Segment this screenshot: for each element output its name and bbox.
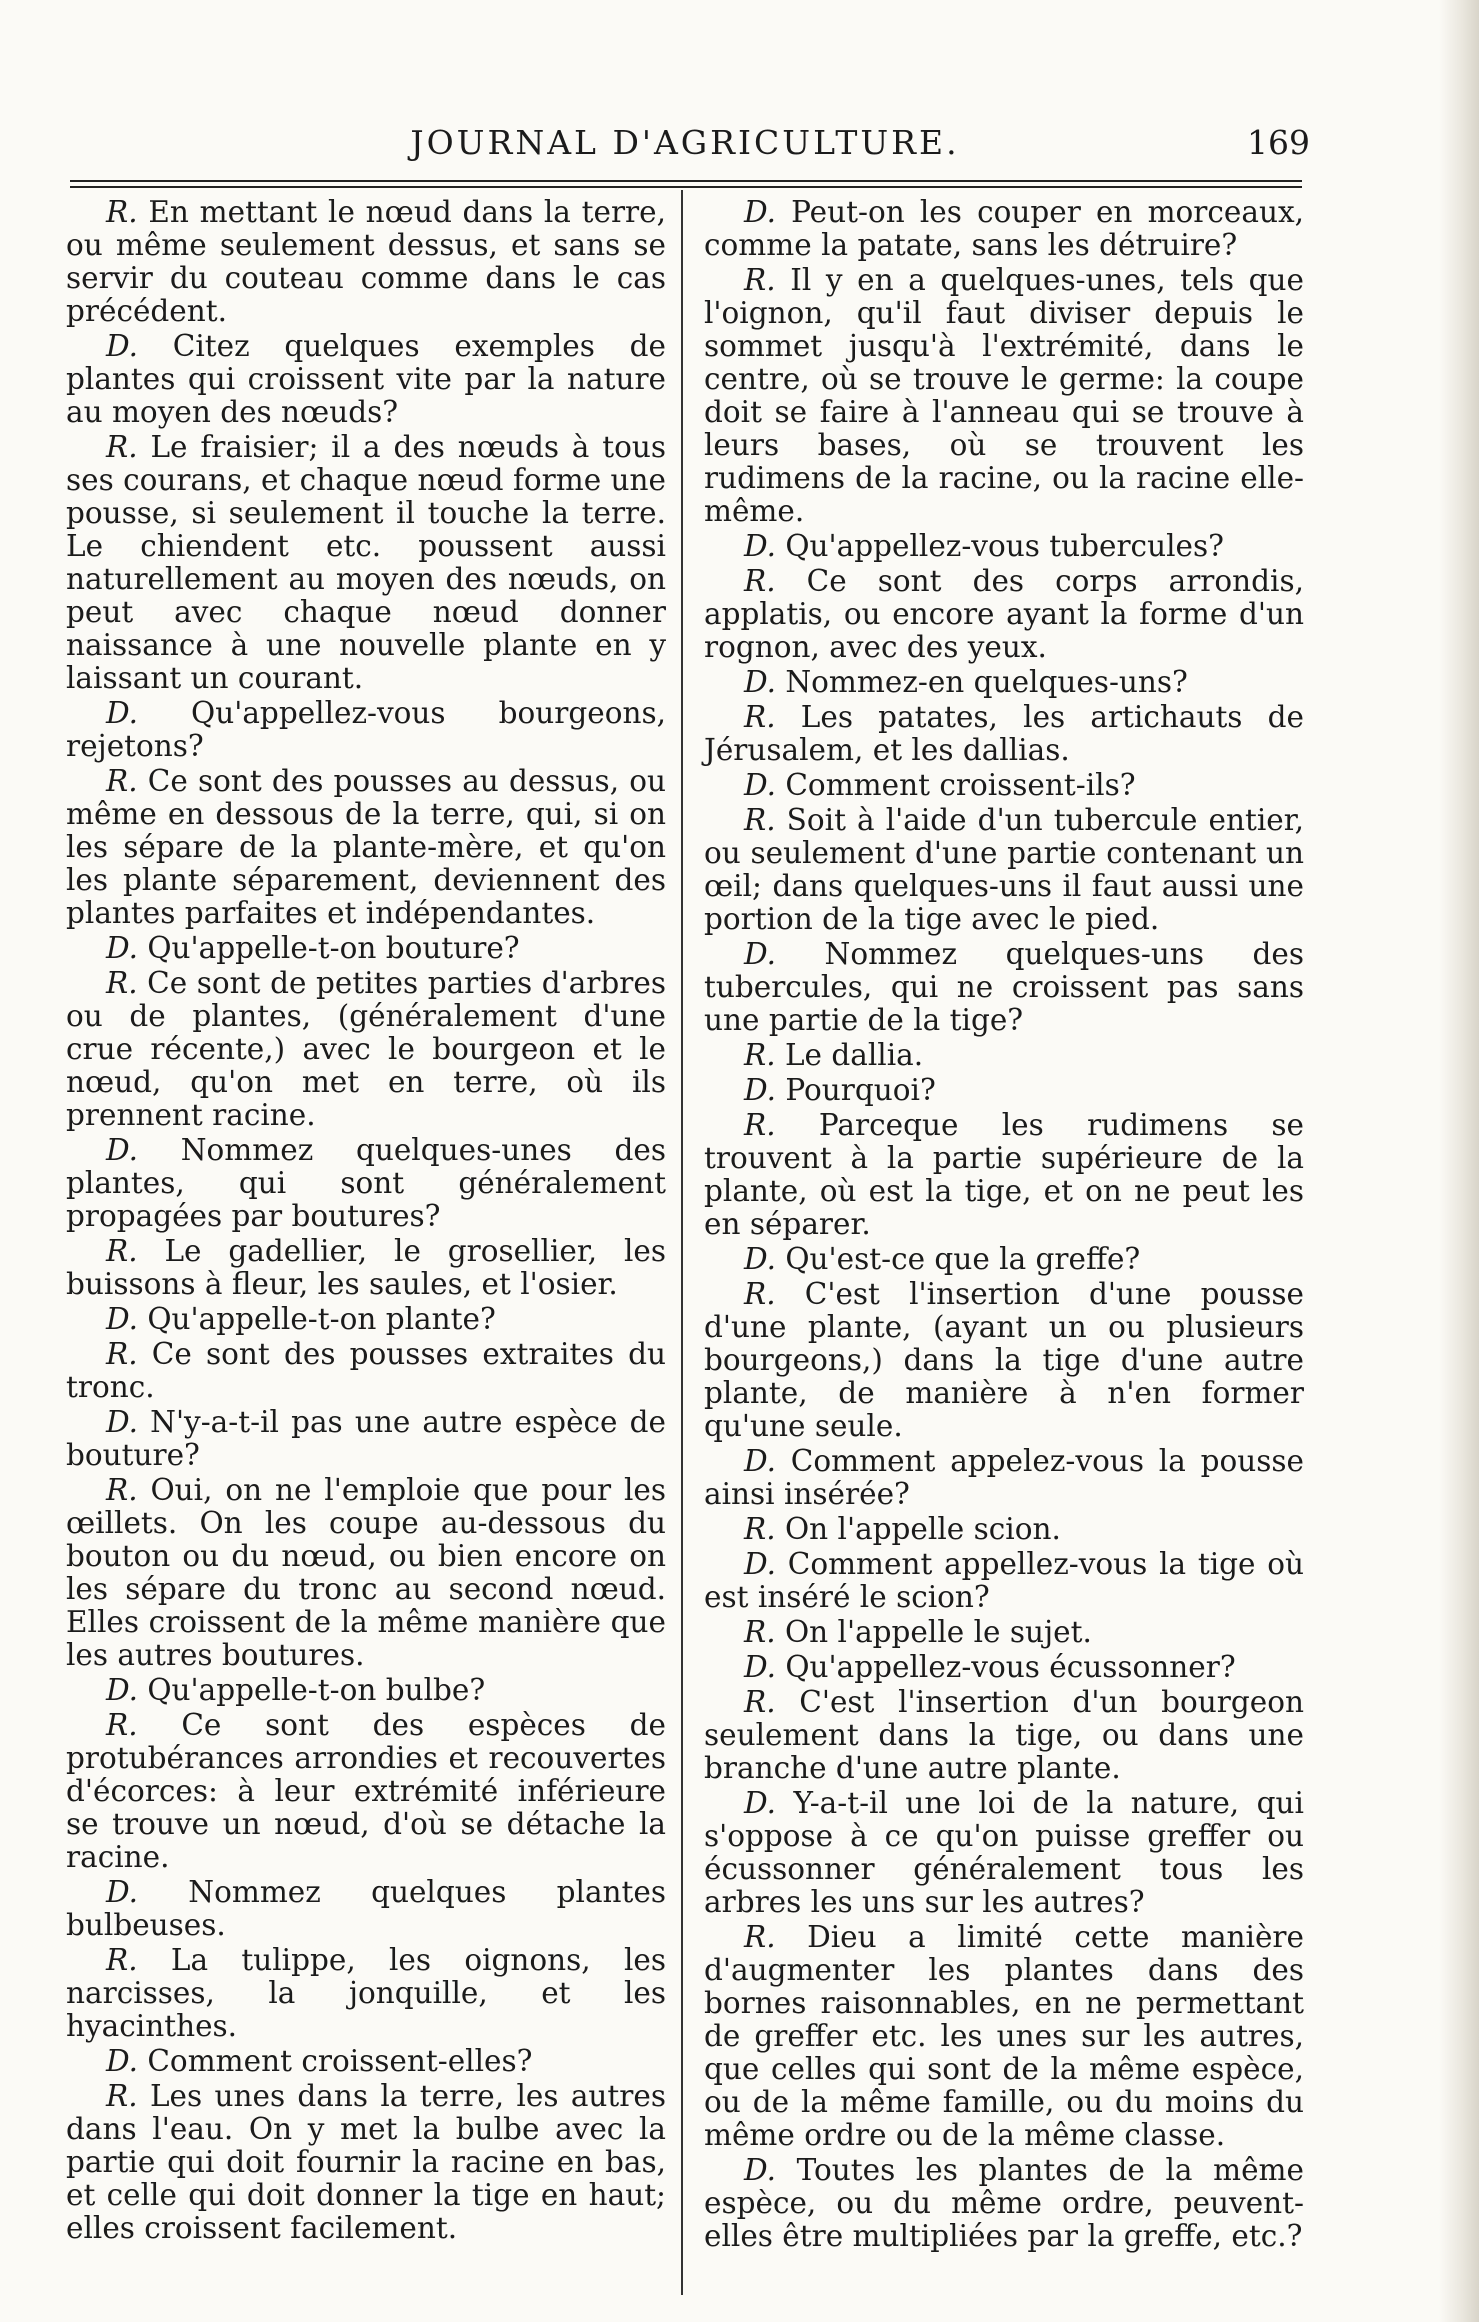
qa-paragraph [704, 1513, 1304, 1546]
paragraph-text: Ce sont des pousses au dessus, ou même en dessous de la terre, qui, si on les sépare de la plante-mère, et qu'on les plante séparement, deviennent des plantes parfaites et indépendantes. [66, 764, 666, 930]
speaker-label: D. [106, 1133, 138, 1167]
paragraph-text: On l'appelle le sujet. [775, 1615, 1092, 1649]
speaker-label: D. [106, 329, 138, 363]
paragraph-text: Nommez-en quelques-uns? [775, 665, 1188, 699]
speaker-label: R. [744, 564, 776, 598]
paragraph-text: Qu'appelle-t-on plante? [137, 1302, 496, 1336]
paragraph-text: Comment croissent-ils? [775, 768, 1136, 802]
paragraph-text: Parceque les rudimens se trouvent à la partie supérieure de la plante, où est la tige, et on ne peut les en séparer. [704, 1108, 1304, 1241]
paragraph-text: Nommez quelques plantes bulbeuses. [66, 1875, 666, 1942]
qa-paragraph [704, 196, 1304, 262]
speaker-label: D. [744, 665, 776, 699]
paragraph-text: Soit à l'aide d'un tubercule entier, ou seulement d'une partie contenant un œil; dans quelques-uns il faut aussi une portion de la tige avec le pied. [704, 803, 1304, 936]
speaker-label: R. [744, 700, 776, 734]
qa-paragraph [66, 1338, 666, 1404]
paragraph-text: Les unes dans la terre, les autres dans l'eau. On y met la bulbe avec la partie qui doit fournir la racine en bas, et celle qui doit donner la tige en haut; elles croissent facilement. [66, 2079, 666, 2245]
paragraph-text: La tulippe, les oignons, les narcisses, la jonquille, et les hyacinthes. [66, 1943, 666, 2043]
qa-paragraph [66, 431, 666, 695]
paragraph-text: Qu'appelle-t-on bulbe? [137, 1673, 486, 1707]
paragraph-text: Nommez quelques-unes des plantes, qui sont généralement propagées par boutures? [66, 1133, 666, 1233]
qa-paragraph [66, 697, 666, 763]
speaker-label: R. [106, 1473, 138, 1507]
qa-paragraph [704, 1787, 1304, 1919]
page-header [60, 118, 1310, 168]
speaker-label: R. [744, 1512, 776, 1546]
qa-paragraph [66, 1303, 666, 1336]
column-divider [681, 190, 683, 2295]
speaker-label: R. [744, 263, 776, 297]
speaker-label: R. [744, 1038, 776, 1072]
paragraph-text: N'y-a-t-il pas une autre espèce de bouture? [66, 1405, 666, 1472]
paragraph-text: Comment appelez-vous la pousse ainsi insérée? [704, 1444, 1304, 1511]
speaker-label: D. [744, 1650, 776, 1684]
qa-paragraph [704, 1921, 1304, 2152]
speaker-label: D. [744, 1242, 776, 1276]
qa-paragraph [66, 932, 666, 965]
qa-paragraph [66, 1474, 666, 1672]
qa-paragraph [66, 1709, 666, 1874]
qa-paragraph [704, 1548, 1304, 1614]
speaker-label: D. [106, 1875, 138, 1909]
qa-paragraph [66, 196, 666, 328]
right-column [704, 196, 1304, 2255]
paragraph-text: Nommez quelques-uns des tubercules, qui ne croissent pas sans une partie de la tige? [704, 937, 1304, 1037]
qa-paragraph [704, 1074, 1304, 1107]
paragraph-text: C'est l'insertion d'un bourgeon seulement dans la tige, ou dans une branche d'une autre plante. [704, 1685, 1304, 1785]
speaker-label: R. [106, 1708, 138, 1742]
speaker-label: D. [106, 931, 138, 965]
paragraph-text: Qu'appelle-t-on bouture? [137, 931, 520, 965]
paragraph-text: Qu'appellez-vous écussonner? [775, 1650, 1236, 1684]
speaker-label: R. [744, 1920, 776, 1954]
speaker-label: R. [744, 1277, 776, 1311]
qa-paragraph [704, 769, 1304, 802]
paragraph-text: Les patates, les artichauts de Jérusalem, et les dallias. [704, 700, 1304, 767]
speaker-label: R. [106, 430, 138, 464]
qa-paragraph [704, 264, 1304, 528]
qa-paragraph [704, 1039, 1304, 1072]
speaker-label: R. [106, 764, 138, 798]
speaker-label: D. [106, 1302, 138, 1336]
qa-paragraph [704, 530, 1304, 563]
qa-paragraph [704, 1651, 1304, 1684]
qa-paragraph [704, 804, 1304, 936]
header-rule-bottom [70, 186, 1302, 188]
speaker-label: D. [744, 2153, 776, 2187]
qa-paragraph [66, 2045, 666, 2078]
speaker-label: D. [744, 937, 776, 971]
left-column [66, 196, 666, 2247]
paragraph-text: On l'appelle scion. [775, 1512, 1061, 1546]
paragraph-text: Il y en a quelques-unes, tels que l'oignon, qu'il faut diviser depuis le sommet jusqu'à l'extrémité, dans le centre, où se trouve le germe: la coupe doit se faire à l'anneau qui se trouve à leurs bases, où se trouvent les rudimens de la racine, ou la racine elle-même. [704, 263, 1304, 528]
qa-paragraph [704, 938, 1304, 1037]
speaker-label: R. [106, 195, 138, 229]
speaker-label: R. [106, 1943, 138, 1977]
speaker-label: D. [106, 696, 138, 730]
speaker-label: D. [744, 768, 776, 802]
paragraph-text: Pourquoi? [775, 1073, 936, 1107]
paragraph-text: Citez quelques exemples de plantes qui croissent vite par la nature au moyen des nœuds? [66, 329, 666, 429]
qa-paragraph [704, 1278, 1304, 1443]
paragraph-text: Toutes les plantes de la même espèce, ou du même ordre, peuvent-elles être multipliées par la greffe, etc.? [704, 2153, 1304, 2253]
paragraph-text: Oui, on ne l'emploie que pour les œillets. On les coupe au-dessous du bouton ou du nœud, ou bien encore on les sépare du tronc au second nœud. Elles croissent de la même manière que les autres boutures. [66, 1473, 666, 1672]
qa-paragraph [66, 1235, 666, 1301]
qa-paragraph [704, 1445, 1304, 1511]
qa-paragraph [66, 1406, 666, 1472]
qa-paragraph [66, 765, 666, 930]
speaker-label: D. [106, 1673, 138, 1707]
qa-paragraph [704, 666, 1304, 699]
paragraph-text: Le dallia. [775, 1038, 924, 1072]
qa-paragraph [704, 701, 1304, 767]
paragraph-text: Ce sont de petites parties d'arbres ou de plantes, (généralement d'une crue récente,) avec le bourgeon et le nœud, qu'on met en terre, où ils prennent racine. [66, 966, 666, 1132]
speaker-label: D. [744, 1444, 776, 1478]
page-edge-shadow [1439, 0, 1479, 2322]
qa-paragraph [704, 1686, 1304, 1785]
speaker-label: D. [744, 1547, 776, 1581]
paragraph-text: C'est l'insertion d'une pousse d'une plante, (ayant un ou plusieurs bourgeons,) dans la tige d'une autre plante, de manière à n'en former qu'une seule. [704, 1277, 1304, 1443]
speaker-label: R. [744, 1615, 776, 1649]
speaker-label: R. [744, 803, 776, 837]
paragraph-text: Comment appellez-vous la tige où est inséré le scion? [704, 1547, 1304, 1614]
paragraph-text: Y-a-t-il une loi de la nature, qui s'oppose à ce qu'on puisse greffer ou écussonner généralement tous les arbres les uns sur les autres? [704, 1786, 1304, 1919]
qa-paragraph [66, 1674, 666, 1707]
paragraph-text: Comment croissent-elles? [137, 2044, 533, 2078]
paragraph-text: Ce sont des pousses extraites du tronc. [66, 1337, 666, 1404]
speaker-label: D. [106, 2044, 138, 2078]
paragraph-text: Dieu a limité cette manière d'augmenter les plantes dans des bornes raisonnables, en ne permettant de greffer etc. les unes sur les autres, que celles qui sont de la même espèce, ou de la même famille, ou du moins du même ordre ou de la même classe. [704, 1920, 1304, 2152]
paragraph-text: Ce sont des corps arrondis, applatis, ou encore ayant la forme d'un rognon, avec des yeux. [704, 564, 1304, 664]
paragraph-text: Qu'appellez-vous bourgeons, rejetons? [66, 696, 666, 763]
speaker-label: R. [744, 1685, 776, 1719]
speaker-label: R. [744, 1108, 776, 1142]
speaker-label: D. [744, 529, 776, 563]
page-number: 169 [1247, 123, 1310, 162]
speaker-label: R. [106, 2079, 138, 2113]
running-title: JOURNAL D'AGRICULTURE. [410, 123, 960, 162]
speaker-label: D. [744, 195, 776, 229]
paragraph-text: Ce sont des espèces de protubérances arrondies et recouvertes d'écorces: à leur extrémité inférieure se trouve un nœud, d'où se détache la racine. [66, 1708, 666, 1874]
speaker-label: D. [744, 1073, 776, 1107]
qa-paragraph [704, 1616, 1304, 1649]
qa-paragraph [66, 1944, 666, 2043]
qa-paragraph [66, 1134, 666, 1233]
speaker-label: D. [106, 1405, 138, 1439]
qa-paragraph [66, 2080, 666, 2245]
qa-paragraph [704, 1243, 1304, 1276]
paragraph-text: Qu'est-ce que la greffe? [775, 1242, 1141, 1276]
qa-paragraph [66, 330, 666, 429]
paragraph-text: Peut-on les couper en morceaux, comme la patate, sans les détruire? [704, 195, 1304, 262]
qa-paragraph [704, 2154, 1304, 2253]
paragraph-text: Le gadellier, le grosellier, les buissons à fleur, les saules, et l'osier. [66, 1234, 666, 1301]
paragraph-text: Qu'appellez-vous tubercules? [775, 529, 1224, 563]
paragraph-text: Le fraisier; il a des nœuds à tous ses courans, et chaque nœud forme une pousse, si seulement il touche la terre. Le chiendent etc. poussent aussi naturellement au moyen des nœuds, on peut avec chaque nœud donner naissance à une nouvelle plante en y laissant un courant. [66, 430, 666, 695]
speaker-label: R. [106, 1234, 138, 1268]
speaker-label: D. [744, 1786, 776, 1820]
qa-paragraph [66, 967, 666, 1132]
qa-paragraph [66, 1876, 666, 1942]
qa-paragraph [704, 565, 1304, 664]
qa-paragraph [704, 1109, 1304, 1241]
header-rule-top [70, 180, 1302, 182]
speaker-label: R. [106, 966, 138, 1000]
speaker-label: R. [106, 1337, 138, 1371]
paragraph-text: En mettant le nœud dans la terre, ou même seulement dessus, et sans se servir du couteau comme dans le cas précédent. [66, 195, 666, 328]
